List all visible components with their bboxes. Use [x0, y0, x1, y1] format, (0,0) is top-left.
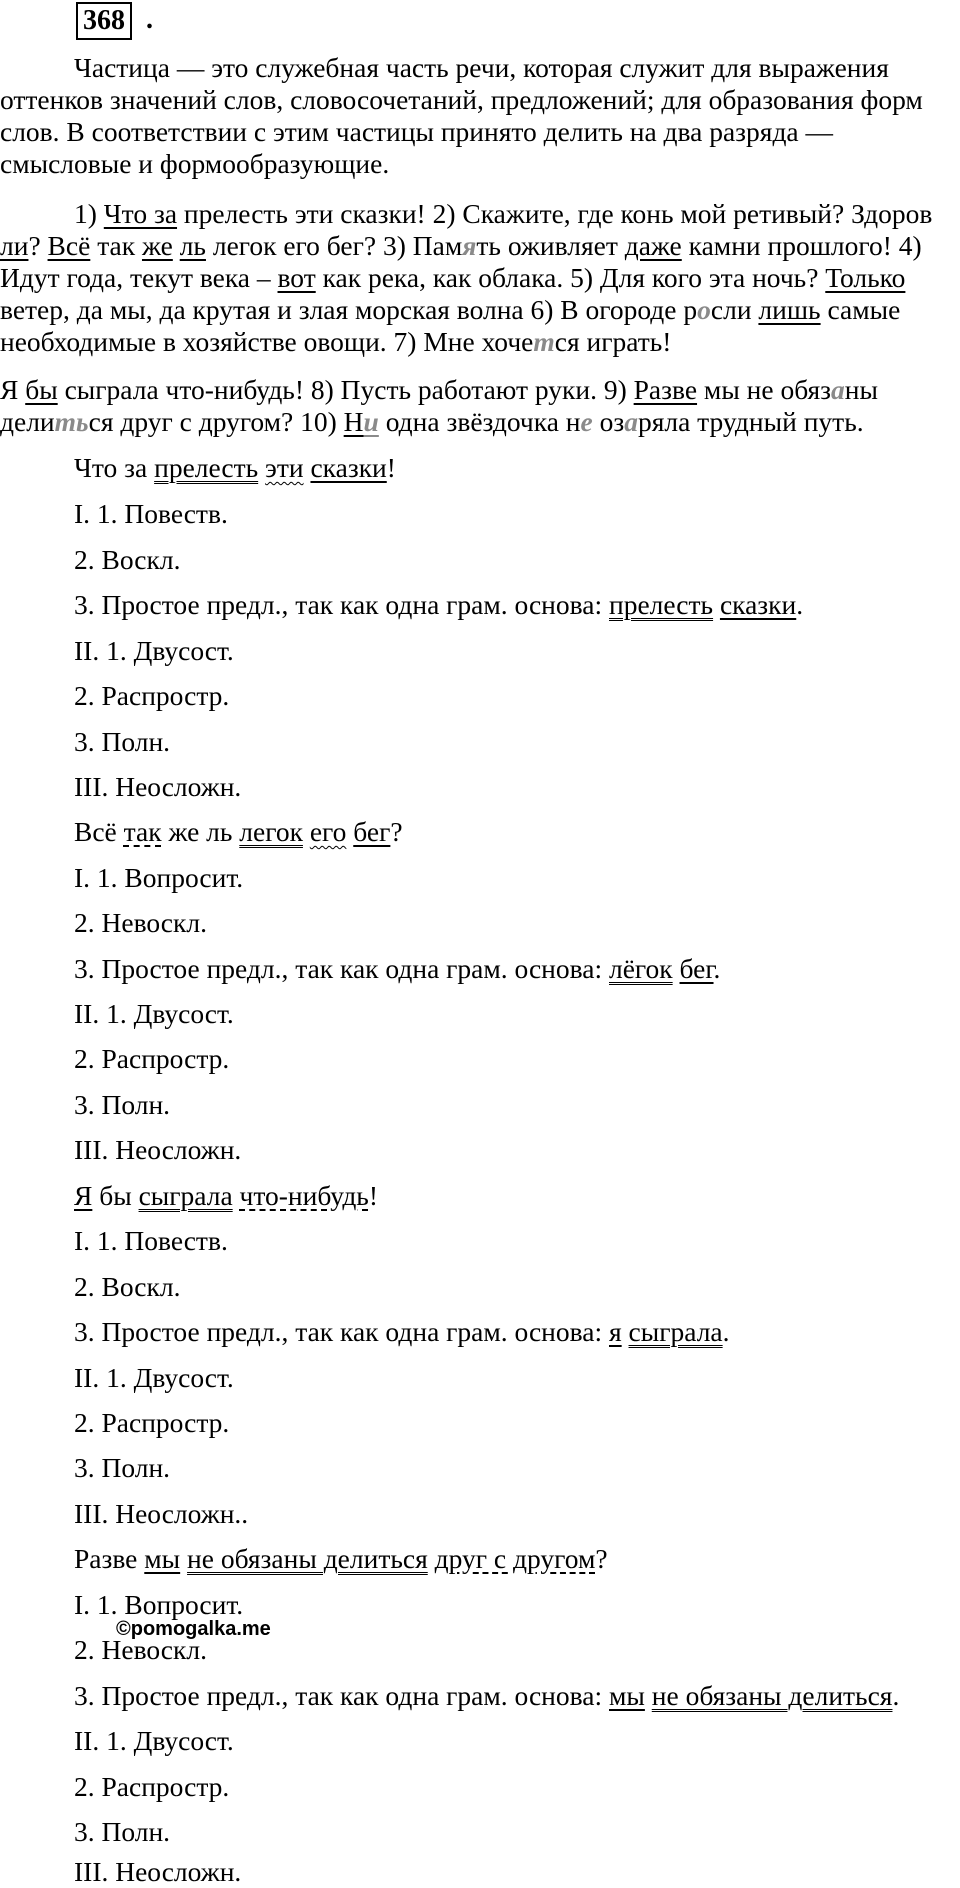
analysis-basis-line: 3. Простое предл., так как одна грам. основа: лёгок бег. — [74, 953, 721, 984]
analysis-line: I. 1. Вопросит. — [74, 862, 244, 893]
analysis-line: 2. Воскл. — [74, 544, 181, 575]
watermark: ©pomogalka.me — [116, 1618, 271, 1640]
analysis-basis-line: 3. Простое предл., так как одна грам. основа: я сыграла. — [74, 1316, 730, 1347]
analysis-line: 2. Распростр. — [74, 680, 230, 711]
analysis-line: 2. Распростр. — [74, 1407, 230, 1438]
analysis-line: 2. Распростр. — [74, 1771, 230, 1802]
analysis-line: 2. Распростр. — [74, 1043, 230, 1074]
analysis-line: II. 1. Двусост. — [74, 1362, 234, 1393]
analysis-line: II. 1. Двусост. — [74, 998, 234, 1029]
analysis-line: 3. Полн. — [74, 1816, 171, 1847]
analysis-line: 2. Воскл. — [74, 1271, 181, 1302]
analysis-line: III. Неосложн. — [74, 1856, 242, 1887]
analysis-line: III. Неосложн. — [74, 1134, 242, 1165]
analysis-sentence: Что за прелесть эти сказки! — [74, 452, 396, 483]
analysis-line: 3. Полн. — [74, 1452, 171, 1483]
analysis-line: I. 1. Повеств. — [74, 498, 228, 529]
analysis-line: 2. Невоскл. — [74, 907, 207, 938]
analysis-line: III. Неосложн.. — [74, 1498, 249, 1529]
analysis-sentence: Всё так же ль легок его бег? — [74, 816, 403, 847]
exercise-number-dot: . — [146, 4, 153, 35]
analysis-line: III. Неосложн. — [74, 771, 242, 802]
analysis-sentence: Разве мы не обязаны делиться друг с другом? — [74, 1543, 608, 1574]
analysis-line: I. 1. Вопросит. — [74, 1589, 244, 1620]
exercise-number: 368 — [76, 2, 132, 40]
examples-paragraph-continued: Я бы сыграла что-нибудь! 8) Пусть работают руки. 9) Разве мы не обязаны делиться друг с другом? 10) Ни одна звёздочка не озаряла трудный путь. — [0, 374, 878, 437]
theory-paragraph: Частица — это служебная часть речи, которая служит для выражения оттенков значений слов, словосочетаний, предложений; для образования форм слов. В соответствии с этим частицы принято делить на два разряда — смысловые и формообразующие. — [0, 52, 923, 179]
analysis-basis-line: 3. Простое предл., так как одна грам. основа: прелесть сказки. — [74, 589, 804, 620]
analysis-line: 2. Невоскл. — [74, 1634, 207, 1665]
analysis-line: 3. Полн. — [74, 726, 171, 757]
analysis-basis-line: 3. Простое предл., так как одна грам. основа: мы не обязаны делиться. — [74, 1680, 900, 1711]
examples-paragraph: 1) Что за прелесть эти сказки! 2) Скажите, где конь мой ретивый? Здоров ли? Всё так же ль легок его бег? 3) Память оживляет даже камни прошлого! 4) Идут года, текут века – вот как река, как облака. 5) Для кого эта ночь? Только ветер, да мы, да крутая и злая морская волна 6) В огороде росли лишь самые необходимые в хозяйстве овощи. 7) Мне хочется играть! — [0, 198, 933, 357]
analysis-line: II. 1. Двусост. — [74, 635, 234, 666]
analysis-line: II. 1. Двусост. — [74, 1725, 234, 1756]
analysis-line: I. 1. Повеств. — [74, 1225, 228, 1256]
analysis-sentence: Я бы сыграла что-нибудь! — [74, 1180, 379, 1211]
analysis-line: 3. Полн. — [74, 1089, 171, 1120]
